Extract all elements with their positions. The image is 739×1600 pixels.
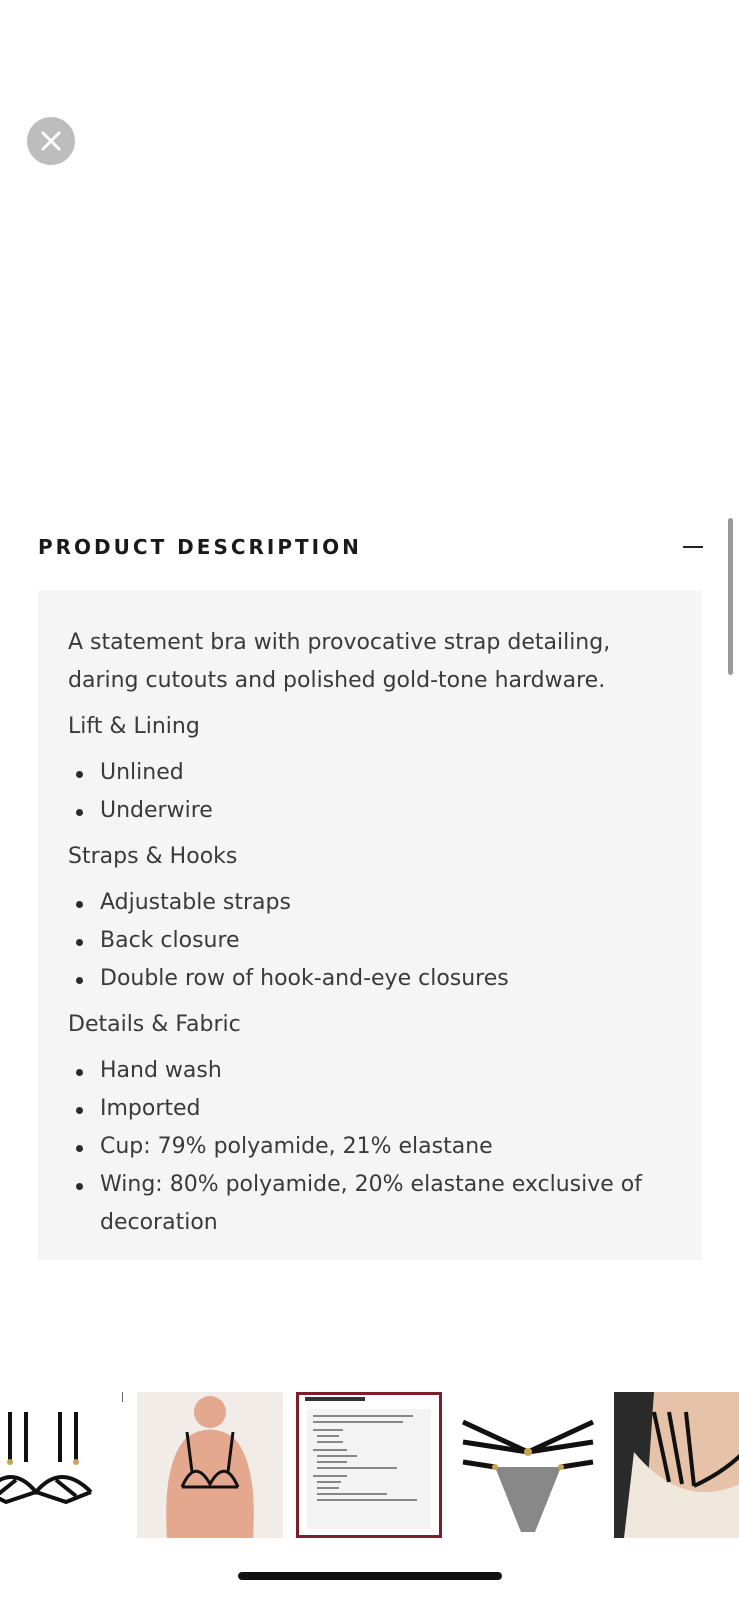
description-thumbnail[interactable] — [296, 1392, 442, 1538]
bullet-list — [68, 884, 672, 998]
description-panel — [38, 590, 702, 1260]
bullet-list — [68, 754, 672, 830]
divider — [122, 1392, 123, 1402]
group-heading: Lift & Lining — [68, 714, 200, 739]
list-item: Adjustable straps — [68, 884, 672, 922]
section-title: PRODUCT DESCRIPTION — [38, 535, 362, 559]
list-item: Double row of hook-and-eye closures — [68, 960, 672, 998]
group-heading: Straps & Hooks — [68, 844, 238, 869]
panty-worn-thumbnail[interactable] — [614, 1392, 739, 1538]
bullet-list — [68, 1052, 672, 1242]
list-item: Back closure — [68, 922, 672, 960]
close-button[interactable] — [27, 117, 75, 165]
collapse-button[interactable] — [682, 536, 704, 558]
thumbnail-strip[interactable] — [0, 1388, 739, 1538]
list-item: Underwire — [68, 792, 672, 830]
group-heading: Details & Fabric — [68, 1012, 241, 1037]
bra-mannequin-thumbnail[interactable] — [137, 1392, 283, 1538]
close-icon — [40, 130, 62, 152]
home-indicator[interactable] — [238, 1572, 502, 1580]
description-intro: A statement bra with provocative strap detailing, daring cutouts and polished gold-tone hardware. — [68, 630, 611, 693]
list-item: Unlined — [68, 754, 672, 792]
minus-icon — [683, 546, 703, 548]
bra-flat-thumbnail[interactable] — [0, 1392, 112, 1538]
list-item: Imported — [68, 1090, 672, 1128]
scrollbar[interactable] — [728, 518, 733, 675]
list-item: Wing: 80% polyamide, 20% elastane exclusive of decoration — [68, 1166, 672, 1242]
panty-thumbnail[interactable] — [455, 1392, 601, 1538]
list-item: Hand wash — [68, 1052, 672, 1090]
product-description-header[interactable] — [38, 527, 704, 567]
list-item: Cup: 79% polyamide, 21% elastane — [68, 1128, 672, 1166]
